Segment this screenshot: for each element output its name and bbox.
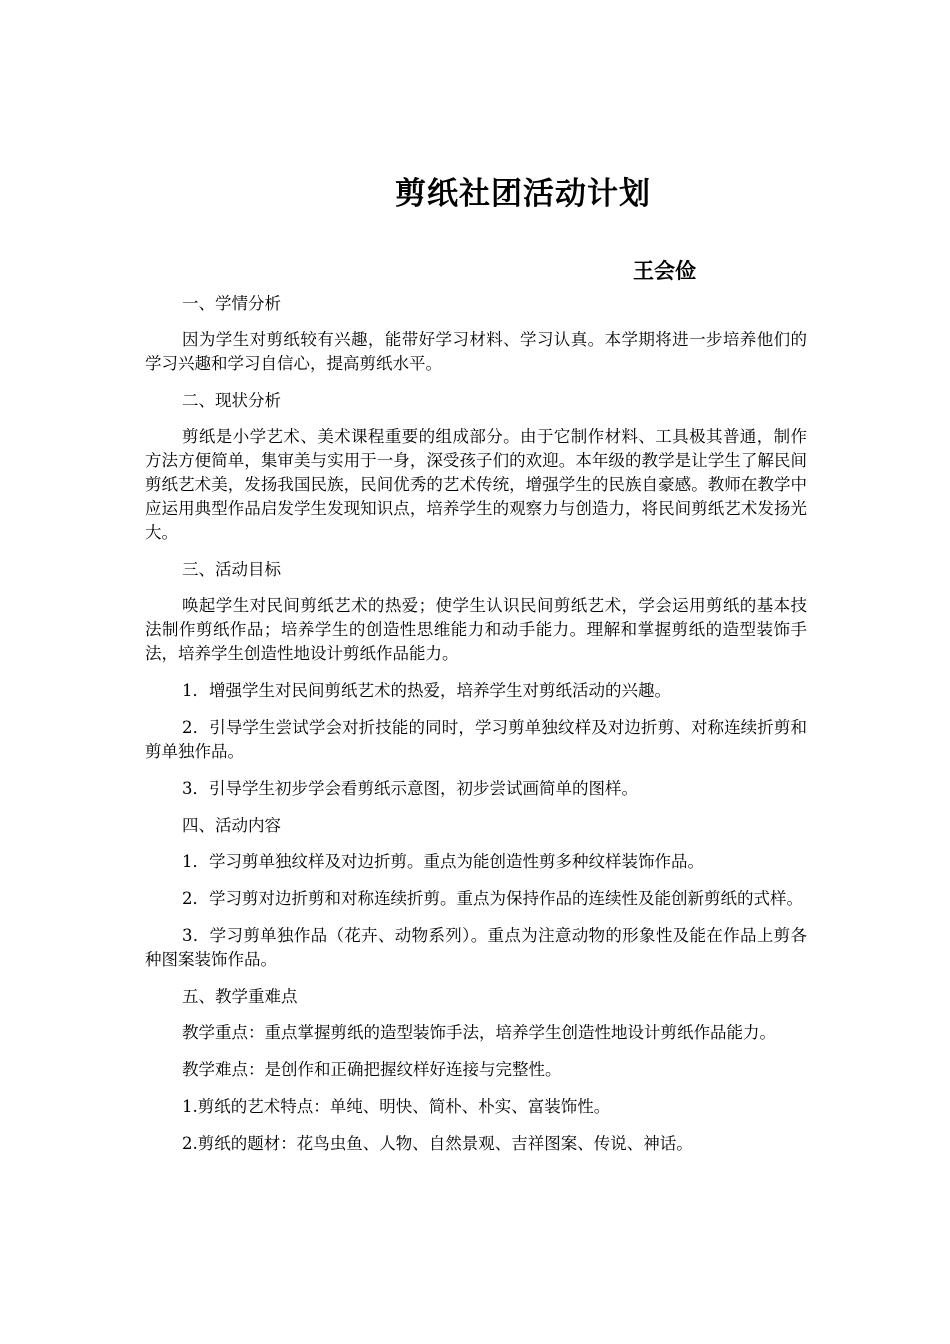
list-item: 2．学习剪对边折剪和对称连续折剪。重点为保持作品的连续性及能创新剪纸的式样。 xyxy=(182,889,803,908)
document-body xyxy=(145,292,807,1169)
list-item: 3．学习剪单独作品（花卉、动物系列）。重点为注意动物的形象性及能在作品上剪各种图案装饰作品。 xyxy=(145,926,807,969)
list-item: 1．学习剪单独纹样及对边折剪。重点为能创造性剪多种纹样装饰作品。 xyxy=(182,852,704,871)
list-item: 1．增强学生对民间剪纸艺术的热爱，培养学生对剪纸活动的兴趣。 xyxy=(182,681,671,700)
paragraph: 因为学生对剪纸较有兴趣，能带好学习材料、学习认真。本学期将进一步培养他们的学习兴趣和学习自信心，提高剪纸水平。 xyxy=(145,330,807,373)
section-heading-1: 一、学情分析 xyxy=(182,294,281,313)
section-heading-4: 四、活动内容 xyxy=(182,816,281,835)
section-heading-5: 五、教学重难点 xyxy=(182,987,298,1006)
list-item: 1.剪纸的艺术特点：单纯、明快、简朴、朴实、富装饰性。 xyxy=(182,1097,611,1116)
section-heading-2: 二、现状分析 xyxy=(182,391,281,410)
paragraph: 教学难点：是创作和正确把握纹样好连接与完整性。 xyxy=(182,1060,562,1079)
document-author: 王会俭 xyxy=(633,259,696,283)
paragraph: 教学重点：重点掌握剪纸的造型装饰手法，培养学生创造性地设计剪纸作品能力。 xyxy=(182,1023,776,1042)
list-item: 2.剪纸的题材：花鸟虫鱼、人物、自然景观、吉祥图案、传说、神话。 xyxy=(182,1134,693,1153)
paragraph: 唤起学生对民间剪纸艺术的热爱；使学生认识民间剪纸艺术，学会运用剪纸的基本技法制作剪纸作品；培养学生的创造性思维能力和动手能力。理解和掌握剪纸的造型装饰手法，培养学生创造性地设计剪纸作品能力。 xyxy=(145,596,807,663)
list-item: 3．引导学生初步学会看剪纸示意图，初步尝试画简单的图样。 xyxy=(182,779,638,798)
paragraph: 剪纸是小学艺术、美术课程重要的组成部分。由于它制作材料、工具极其普通，制作方法方便简单，集审美与实用于一身，深受孩子们的欢迎。本年级的教学是让学生了解民间剪纸艺术美，发扬我国民族，民间优秀的艺术传统，增强学生的民族自豪感。教师在教学中应运用典型作品启发学生发现知识点，培养学生的观察力与创造力，将民间剪纸艺术发扬光大。 xyxy=(145,427,807,542)
section-heading-3: 三、活动目标 xyxy=(182,560,281,579)
list-item: 2．引导学生尝试学会对折技能的同时，学习剪单独纹样及对边折剪、对称连续折剪和剪单独作品。 xyxy=(145,718,807,761)
document-title: 剪纸社团活动计划 xyxy=(395,176,651,212)
